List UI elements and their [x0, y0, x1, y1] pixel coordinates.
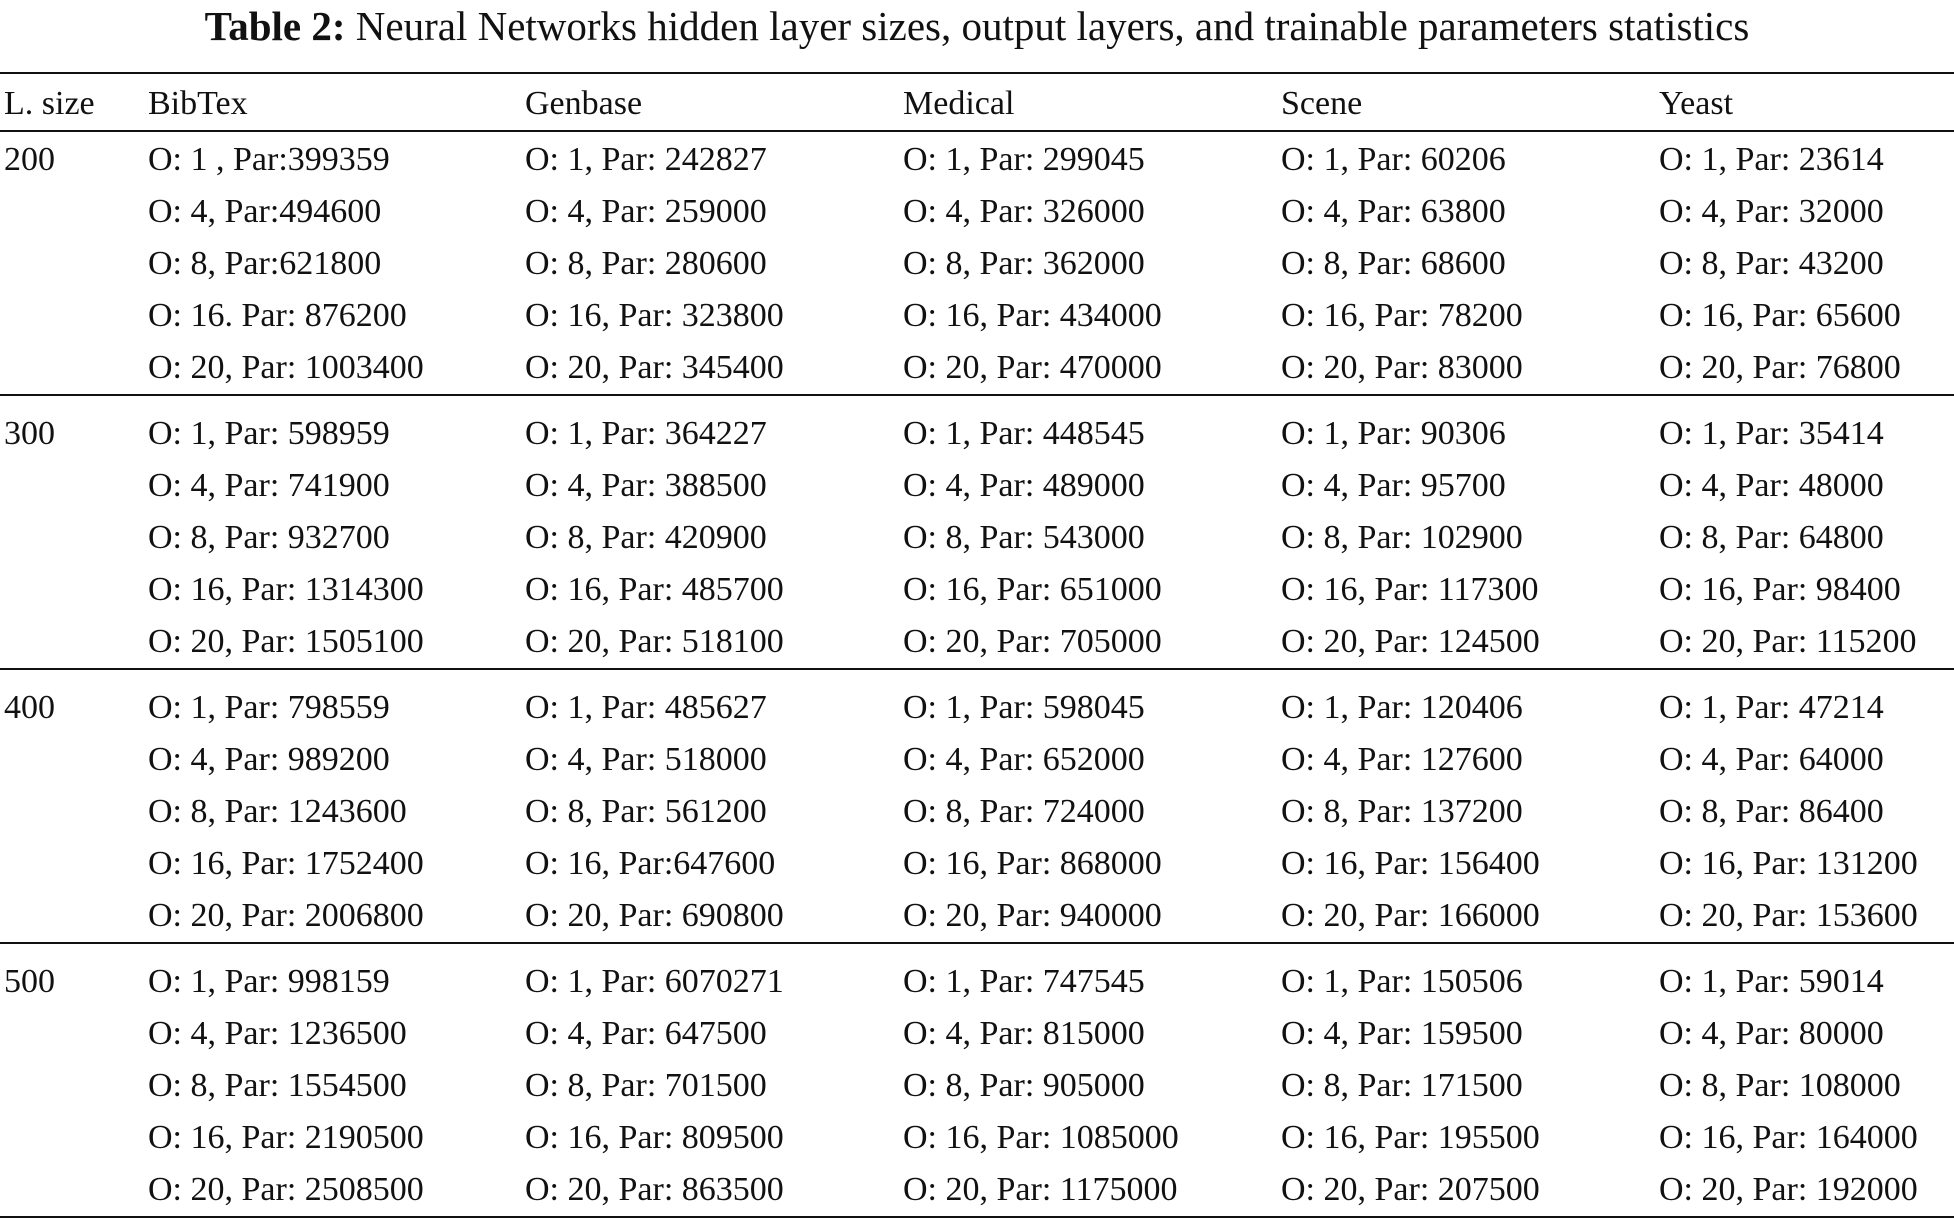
- table-cell: O: 8, Par: 1554500: [148, 1067, 407, 1104]
- table-cell: O: 16, Par: 195500: [1281, 1119, 1540, 1156]
- table-cell: O: 4, Par: 259000: [525, 193, 767, 230]
- table-cell: O: 8, Par: 905000: [903, 1067, 1145, 1104]
- table-cell: O: 16, Par:647600: [525, 845, 776, 882]
- column-header: Medical: [903, 85, 1015, 122]
- table-cell: O: 20, Par: 518100: [525, 623, 784, 660]
- parameters-table: [0, 72, 1954, 1218]
- table-cell: O: 1, Par: 59014: [1659, 963, 1884, 1000]
- table-cell: O: 20, Par: 124500: [1281, 623, 1540, 660]
- table-cell: O: 8, Par: 362000: [903, 245, 1145, 282]
- table-cell: O: 4, Par: 80000: [1659, 1015, 1884, 1052]
- table-cell: O: 16, Par: 117300: [1281, 571, 1539, 608]
- table-cell: O: 4, Par: 95700: [1281, 467, 1506, 504]
- table-cell: O: 16, Par: 78200: [1281, 297, 1523, 334]
- table-cell: O: 4, Par: 652000: [903, 741, 1145, 778]
- table-cell: O: 1, Par: 485627: [525, 689, 767, 726]
- table-cell: O: 16, Par: 651000: [903, 571, 1162, 608]
- table-cell: O: 16, Par: 1752400: [148, 845, 424, 882]
- table-row: [0, 1008, 1954, 1060]
- table-row: [0, 186, 1954, 238]
- table-cell: O: 1, Par: 798559: [148, 689, 390, 726]
- table-cell: O: 20, Par: 76800: [1659, 349, 1901, 386]
- table-cell: O: 4, Par: 127600: [1281, 741, 1523, 778]
- table-cell: O: 20, Par: 166000: [1281, 897, 1540, 934]
- layer-size-group: [0, 670, 1954, 942]
- table-cell: O: 8, Par: 43200: [1659, 245, 1884, 282]
- table-row: [0, 1060, 1954, 1112]
- table-cell: O: 16, Par: 1314300: [148, 571, 424, 608]
- table-cell: O: 4, Par: 647500: [525, 1015, 767, 1052]
- table-cell: O: 8, Par: 137200: [1281, 793, 1523, 830]
- table-cell: O: 1, Par: 448545: [903, 415, 1145, 452]
- table-cell: O: 20, Par: 1003400: [148, 349, 424, 386]
- table-cell: O: 8, Par: 86400: [1659, 793, 1884, 830]
- table-cell: O: 1, Par: 998159: [148, 963, 390, 1000]
- table-row: [0, 1164, 1954, 1216]
- table-cell: O: 16, Par: 323800: [525, 297, 784, 334]
- layer-size-group: [0, 944, 1954, 1216]
- table-cell: O: 20, Par: 690800: [525, 897, 784, 934]
- layer-size-cell: 500: [4, 963, 55, 1000]
- caption-label: Table 2:: [204, 3, 346, 49]
- table-cell: O: 16. Par: 876200: [148, 297, 407, 334]
- table-cell: O: 8, Par: 102900: [1281, 519, 1523, 556]
- table-row: [0, 512, 1954, 564]
- table-cell: O: 4, Par: 989200: [148, 741, 390, 778]
- table-row: [0, 838, 1954, 890]
- layer-size-group: [0, 396, 1954, 668]
- layer-size-cell: 300: [4, 415, 55, 452]
- table-cell: O: 16, Par: 65600: [1659, 297, 1901, 334]
- table-row: [0, 408, 1954, 460]
- table-cell: O: 8, Par: 932700: [148, 519, 390, 556]
- table-cell: O: 20, Par: 1505100: [148, 623, 424, 660]
- table-row: [0, 564, 1954, 616]
- table-cell: O: 20, Par: 207500: [1281, 1171, 1540, 1208]
- column-header: Genbase: [525, 85, 643, 122]
- layer-size-cell: 200: [4, 141, 55, 178]
- table-body: [0, 132, 1954, 1218]
- table-cell: O: 1, Par: 60206: [1281, 141, 1506, 178]
- table-cell: O: 1, Par: 598959: [148, 415, 390, 452]
- column-header: Scene: [1281, 85, 1363, 122]
- table-cell: O: 8, Par: 68600: [1281, 245, 1506, 282]
- column-header: BibTex: [148, 85, 248, 122]
- table-cell: O: 8, Par: 561200: [525, 793, 767, 830]
- table-cell: O: 20, Par: 345400: [525, 349, 784, 386]
- table-cell: O: 1, Par: 299045: [903, 141, 1145, 178]
- table-cell: O: 1 , Par:399359: [148, 141, 390, 178]
- caption-text: Neural Networks hidden layer sizes, output layers, and trainable parameters statistics: [355, 3, 1750, 49]
- table-cell: O: 8, Par: 171500: [1281, 1067, 1523, 1104]
- table-cell: O: 20, Par: 940000: [903, 897, 1162, 934]
- table-cell: O: 1, Par: 364227: [525, 415, 767, 452]
- table-cell: O: 20, Par: 83000: [1281, 349, 1523, 386]
- table-cell: O: 20, Par: 2508500: [148, 1171, 424, 1208]
- table-cell: O: 16, Par: 2190500: [148, 1119, 424, 1156]
- table-cell: O: 4, Par: 32000: [1659, 193, 1884, 230]
- table-cell: O: 16, Par: 98400: [1659, 571, 1901, 608]
- table-cell: O: 4, Par: 159500: [1281, 1015, 1523, 1052]
- table-row: [0, 890, 1954, 942]
- table-cell: O: 4, Par: 518000: [525, 741, 767, 778]
- table-cell: O: 4, Par: 326000: [903, 193, 1145, 230]
- table-cell: O: 4, Par: 63800: [1281, 193, 1506, 230]
- table-cell: O: 1, Par: 120406: [1281, 689, 1523, 726]
- table-cell: O: 8, Par: 420900: [525, 519, 767, 556]
- table-cell: O: 1, Par: 242827: [525, 141, 767, 178]
- column-header: L. size: [4, 85, 95, 122]
- table-cell: O: 20, Par: 192000: [1659, 1171, 1918, 1208]
- table-cell: O: 20, Par: 2006800: [148, 897, 424, 934]
- table-cell: O: 1, Par: 23614: [1659, 141, 1884, 178]
- table-row: [0, 1112, 1954, 1164]
- table-row: [0, 682, 1954, 734]
- table-row: [0, 786, 1954, 838]
- table-cell: O: 8, Par:621800: [148, 245, 382, 282]
- header-row: [0, 74, 1954, 130]
- table-cell: O: 1, Par: 35414: [1659, 415, 1884, 452]
- table-cell: O: 1, Par: 6070271: [525, 963, 784, 1000]
- table-cell: O: 4, Par: 1236500: [148, 1015, 407, 1052]
- table-cell: O: 8, Par: 108000: [1659, 1067, 1901, 1104]
- table-cell: O: 1, Par: 90306: [1281, 415, 1506, 452]
- table-cell: O: 16, Par: 485700: [525, 571, 784, 608]
- table-cell: O: 20, Par: 1175000: [903, 1171, 1178, 1208]
- table-cell: O: 16, Par: 131200: [1659, 845, 1918, 882]
- table-row: [0, 616, 1954, 668]
- table-cell: O: 16, Par: 868000: [903, 845, 1162, 882]
- table-cell: O: 4, Par: 48000: [1659, 467, 1884, 504]
- table-row: [0, 342, 1954, 394]
- table-cell: O: 4, Par: 815000: [903, 1015, 1145, 1052]
- table-cell: O: 16, Par: 434000: [903, 297, 1162, 334]
- table-cell: O: 8, Par: 543000: [903, 519, 1145, 556]
- table-cell: O: 8, Par: 701500: [525, 1067, 767, 1104]
- table-cell: O: 20, Par: 153600: [1659, 897, 1918, 934]
- table-cell: O: 20, Par: 705000: [903, 623, 1162, 660]
- table-cell: O: 16, Par: 1085000: [903, 1119, 1179, 1156]
- table-cell: O: 8, Par: 280600: [525, 245, 767, 282]
- table-row: [0, 734, 1954, 786]
- table-cell: O: 16, Par: 164000: [1659, 1119, 1918, 1156]
- table-row: [0, 956, 1954, 1008]
- table-cell: O: 4, Par: 489000: [903, 467, 1145, 504]
- table-cell: O: 4, Par:494600: [148, 193, 382, 230]
- table-row: [0, 460, 1954, 512]
- layer-size-cell: 400: [4, 689, 55, 726]
- table-caption: [0, 0, 1954, 62]
- table-cell: O: 20, Par: 115200: [1659, 623, 1917, 660]
- table-cell: O: 1, Par: 150506: [1281, 963, 1523, 1000]
- table-cell: O: 8, Par: 1243600: [148, 793, 407, 830]
- table-cell: O: 20, Par: 863500: [525, 1171, 784, 1208]
- table-cell: O: 4, Par: 741900: [148, 467, 390, 504]
- layer-size-group: [0, 132, 1954, 394]
- table-cell: O: 4, Par: 64000: [1659, 741, 1884, 778]
- table-cell: O: 16, Par: 156400: [1281, 845, 1540, 882]
- table-cell: O: 4, Par: 388500: [525, 467, 767, 504]
- table-cell: O: 1, Par: 747545: [903, 963, 1145, 1000]
- table-row: [0, 134, 1954, 186]
- table-cell: O: 20, Par: 470000: [903, 349, 1162, 386]
- table-cell: O: 1, Par: 47214: [1659, 689, 1884, 726]
- table-row: [0, 290, 1954, 342]
- table-row: [0, 238, 1954, 290]
- table-cell: O: 8, Par: 64800: [1659, 519, 1884, 556]
- column-header: Yeast: [1659, 85, 1734, 122]
- table-cell: O: 8, Par: 724000: [903, 793, 1145, 830]
- table-cell: O: 1, Par: 598045: [903, 689, 1145, 726]
- table-cell: O: 16, Par: 809500: [525, 1119, 784, 1156]
